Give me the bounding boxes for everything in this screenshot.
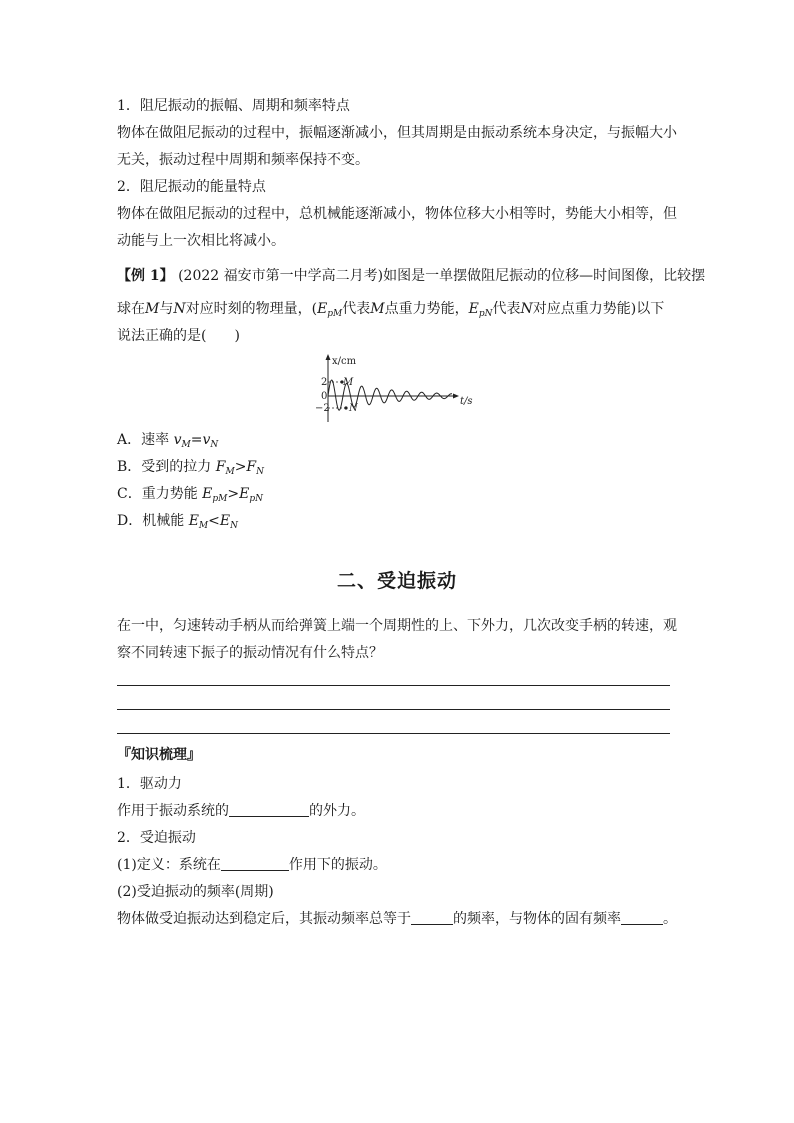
answer-line-2[interactable]	[117, 709, 670, 710]
item1-text-line2: 无关，振动过程中周期和频率保持不变。	[117, 152, 369, 168]
answer-line-3[interactable]	[117, 733, 670, 734]
section2-question-line2: 察不同转速下振子的振动情况有什么特点？	[117, 645, 383, 661]
knowledge-item2-definition: (1)定义：系统在 作用下的振动。	[117, 857, 387, 873]
option-b: B．受到的拉力 $F_M>F_N$	[117, 459, 265, 477]
section-heading: 二、受迫振动	[336, 570, 457, 592]
option-c: C．重力势能 $E_{pM}>E_{pN}$	[117, 486, 263, 504]
option-a: A．速率 $v_M=v_N$	[117, 432, 219, 450]
y-axis-label: x/cm	[332, 356, 357, 367]
answer-line-1[interactable]	[117, 685, 670, 686]
fill-blank-definition[interactable]	[221, 855, 289, 871]
knowledge-title: 『知识梳理』	[117, 747, 201, 763]
knowledge-item1-text: 作用于振动系统的 的外力。	[117, 803, 365, 819]
item2-text-line2: 动能与上一次相比将减小。	[117, 233, 285, 249]
point-m-label: M	[343, 377, 354, 388]
point-n-label: N	[349, 403, 358, 414]
point-n-marker	[344, 406, 347, 409]
tick-label-neg2: −2	[315, 403, 330, 414]
fill-blank-driving-force[interactable]	[229, 801, 309, 817]
fill-blank-frequency[interactable]	[411, 909, 453, 925]
tick-label-0: 0	[321, 391, 328, 402]
option-d: D．机械能 $E_M<E_N$	[117, 513, 238, 531]
knowledge-item2-title: 2．受迫振动	[117, 830, 196, 846]
item1-title: 1．阻尼振动的振幅、周期和频率特点	[117, 98, 350, 114]
example-question-line1	[117, 266, 705, 286]
example-question-a: 如图是一单摆做阻尼振动的位移—时间图像，比较摆	[383, 268, 706, 284]
item1-text-line1: 物体在做阻尼振动的过程中，振幅逐渐减小，但其周期是由振动系统本身决定，与振幅大小	[117, 125, 677, 141]
damped-oscillation-graph	[312, 352, 482, 424]
fill-blank-natural-frequency[interactable]	[621, 909, 663, 925]
example-tag: 【例 1】	[117, 268, 174, 284]
item2-text-line1: 物体在做阻尼振动的过程中，总机械能逐渐减小，物体位移大小相等时，势能大小相等，但	[117, 206, 677, 222]
tick-label-2: 2	[321, 377, 328, 388]
section2-question-line1: 在一中，匀速转动手柄从而给弹簧上端一个周期性的上、下外力，几次改变手柄的转速，观	[117, 618, 677, 634]
knowledge-item1-title: 1．驱动力	[117, 776, 182, 792]
x-axis-arrow	[453, 394, 459, 399]
item2-title: 2．阻尼振动的能量特点	[117, 179, 266, 195]
example-question-line2: 球在M与N对应时刻的物理量，($E_{pM}$代表M点重力势能，$E_{pN}$代表N对应点重力势能)以下	[117, 301, 665, 319]
y-axis-arrow	[326, 354, 331, 360]
example-question-line3: 说法正确的是( )	[117, 328, 240, 344]
example-source: (2022 福安市第一中学高二月考)	[178, 268, 384, 284]
knowledge-item2-frequency-text: 物体做受迫振动达到稳定后，其振动频率总等于 的频率，与物体的固有频率 。	[117, 911, 677, 927]
knowledge-item2-frequency-title: (2)受迫振动的频率(周期)	[117, 884, 274, 900]
x-axis-label: t/s	[460, 396, 473, 407]
